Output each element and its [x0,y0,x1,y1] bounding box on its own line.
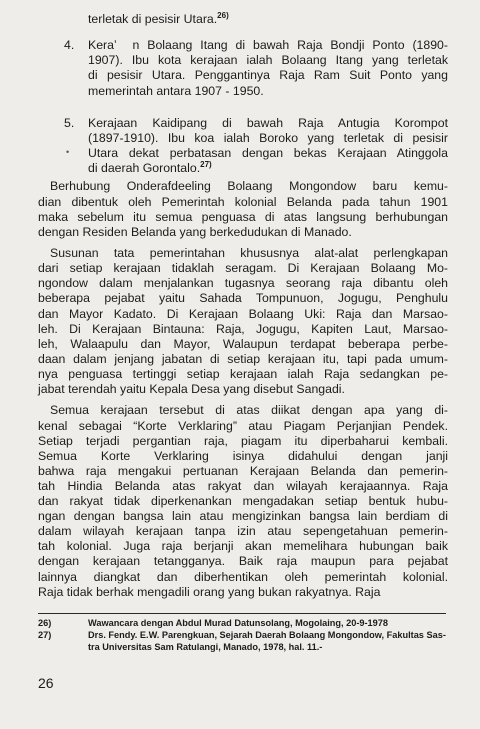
list-item-line: (1897-1910). Ibu koa ialah Boroko yang terletak di pesisir [88,130,448,145]
paragraph-line: bahwa raja mengakui pertuanan Kerajaan Belanda dan pemerin- [38,463,448,478]
paragraph-line: Semua Korte Verklaring isinya didahului dengan janji [38,448,448,463]
paragraph-line: ngondow dalam menjalankan tugasnya seorang raja dibantu oleh [38,276,448,291]
paragraph-line: lainnya diangkat dan diberhentikan oleh pemerintah kolonial. [38,569,448,584]
footnote-ref-27: 27) [200,159,212,169]
list-item-line: Keraʼ n Bolaang Itang di bawah Raja Bondji Ponto (1890- [88,38,448,53]
paragraph-line: jabat terendah yaitu Kepala Desa yang disebut Sangadi. [38,382,345,397]
list-item-line: Utara dekat perbatasan dengan bekas Kerajaan Atinggola [88,145,448,160]
paragraph-line: beberapa pejabat yaitu Sahada Tompunuon, Jogugu, Penghulu [38,291,448,306]
paragraph-line: dian dibentuk oleh Pemerintah kolonial Belanda pada tahun 1901 [38,194,448,209]
continuation-text: terletak di pesisir Utara. [88,12,218,27]
paragraph-line: Setiap terjadi pergantian raja, piagam itu diperbaharui kembali. [38,433,448,448]
stray-mark: • [66,146,70,157]
footnote-ref-26: 26) [217,11,229,21]
paragraph-line: Semua kerajaan tersebut di atas diikat dengan apa yang di- [50,403,448,418]
footnote-rule [38,613,446,614]
paragraph-line: ngan dengan bangsa lain atau mengizinkan bangsa lain berdiam di [38,509,448,524]
list-item-line: Kerajaan Kaidipang di bawah Raja Antugia Korompot [88,115,448,130]
page-number: 26 [38,675,54,691]
paragraph-line: Berhubung Onderafdeeling Bolaang Mongondow baru kemu- [50,179,448,194]
paragraph-line: tah Hindia Belanda atas rakyat dan wilayah kerajaannya. Raja [38,478,448,493]
continuation-line [88,12,229,26]
paragraph-line: Susunan tata pemerintahan khususnya alat-alat perlengkapan [50,246,448,261]
footnote-text: Wawancara dengan Abdul Murad Datunsolang, Mogolaing, 20-9-1978 [88,618,388,628]
footnote-number: 27) [38,630,52,640]
paragraph-line: dalam wilayah kerajaan tanpa izin atau sepengetahuan pemerin- [38,524,448,539]
paragraph-line: Raja tidak berhak mengadili orang yang bukan rakyatnya. Raja [38,584,381,599]
paragraph-line: dengan Residen Belanda yang berkedudukan di Manado. [38,224,352,239]
list-item-line: 1907). Ibu kota kerajaan ialah Bolaang Itang yang terletak [88,53,448,68]
footnote-text: Drs. Fendy. E.W. Parengkuan, Sejarah Daerah Bolaang Mongondow, Fakultas Sas- [88,630,446,640]
list-item-text: di daerah Gorontalo. [88,160,201,175]
list-item-line [88,161,212,175]
paragraph-line: leh. Di Kerajaan Bintauna: Raja, Jogugu, Kapiten Laut, Marsao- [38,321,448,336]
footnote-number: 26) [38,618,52,628]
list-item-line: di pesisir Utara. Penggantinya Raja Ram Suit Ponto yang [88,68,448,83]
list-item-number: 4. [64,38,75,53]
paragraph-line: dan Mayor Kadato. Di Kerajaan Bolaang Uki: Raja dan Marsao- [38,306,448,321]
paragraph-line: maka sebelum itu semua penguasa di atas langsung berhubungan [38,209,448,224]
list-item-number: 5. [64,115,75,130]
paragraph-line: dan rakyat tidak diperkenankan mengadakan setiap bentuk hubu- [38,494,448,509]
footnote-text: tra Universitas Sam Ratulangi, Manado, 1978, hal. 11.- [88,642,323,652]
paragraph-line: daan dalam jenjang jabatan di setiap kerajaan itu, tapi pada umum- [38,351,448,366]
list-item-line: memerintah antara 1907 - 1950. [88,83,264,98]
paragraph-line: kenal sebagai “Korte Verklaring” atau Piagam Perjanjian Pendek. [38,418,448,433]
paragraph-line: dengan kerajaan tetangganya. Baik raja maupun para pejabat [38,554,448,569]
paragraph-line: nya penguasa tertinggi setiap kerajaan ialah Raja sedangkan pe- [38,366,448,381]
paragraph-line: tah kolonial. Juga raja berjanji akan memelihara hubungan baik [38,539,448,554]
paragraph-line: leh, Walaapulu dan Mayor, Walaupun terdapat beberapa perbe- [38,336,448,351]
paragraph-line: dari setiap kerajaan tidaklah seragam. Di Kerajaan Bolaang Mo- [38,261,448,276]
